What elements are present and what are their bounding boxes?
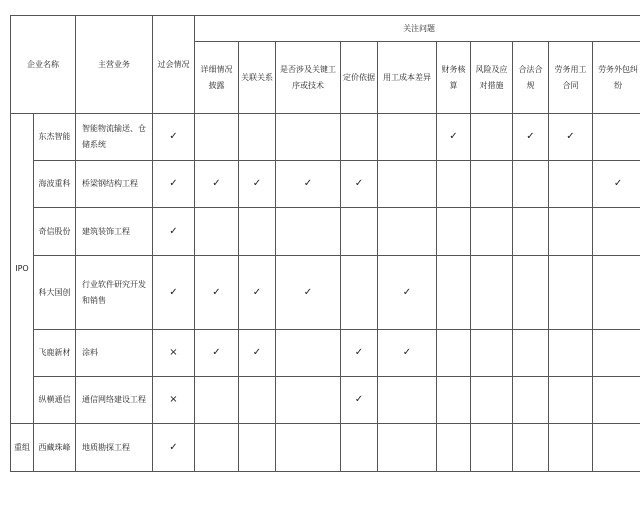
concern-mark <box>378 377 437 424</box>
concern-mark: ✓ <box>239 256 276 330</box>
concern-mark <box>239 114 276 161</box>
table-row <box>11 208 640 256</box>
table-row <box>11 424 640 472</box>
header-concerns: 关注问题 <box>195 16 640 42</box>
company-name: 奇信股份 <box>34 208 76 256</box>
meeting-mark: ✓ <box>153 208 195 256</box>
header-company: 企业名称 <box>11 16 76 114</box>
meeting-mark: × <box>153 377 195 424</box>
concern-mark <box>549 330 593 377</box>
concern-mark <box>437 377 471 424</box>
meeting-mark: × <box>153 330 195 377</box>
business-cell: 建筑装饰工程 <box>76 208 153 256</box>
concern-mark <box>437 424 471 472</box>
concern-mark <box>276 424 341 472</box>
table-row <box>11 330 640 377</box>
concern-mark <box>378 208 437 256</box>
concern-mark <box>437 161 471 208</box>
concern-mark <box>341 424 378 472</box>
concern-mark <box>513 330 549 377</box>
company-name: 西藏珠峰 <box>34 424 76 472</box>
company-name: 纵横通信 <box>34 377 76 424</box>
group-label-restructure: 重组 <box>11 424 34 472</box>
col-header: 详细情况披露 <box>195 42 239 114</box>
header-business: 主营业务 <box>76 16 153 114</box>
concern-mark <box>513 256 549 330</box>
concern-mark <box>276 208 341 256</box>
concern-mark <box>513 424 549 472</box>
concern-mark <box>239 377 276 424</box>
col-header: 财务核算 <box>437 42 471 114</box>
concern-mark: ✓ <box>239 161 276 208</box>
concern-mark: ✓ <box>378 330 437 377</box>
concern-mark <box>471 114 513 161</box>
concern-mark <box>471 424 513 472</box>
meeting-mark: ✓ <box>153 256 195 330</box>
meeting-mark: ✓ <box>153 424 195 472</box>
concern-mark <box>549 424 593 472</box>
concern-mark: ✓ <box>437 114 471 161</box>
header-meeting: 过会情况 <box>153 16 195 114</box>
col-header: 关联关系 <box>239 42 276 114</box>
concern-mark <box>276 377 341 424</box>
business-cell: 桥梁钢结构工程 <box>76 161 153 208</box>
concern-mark: ✓ <box>239 330 276 377</box>
concern-mark: ✓ <box>341 161 378 208</box>
business-cell: 通信网络建设工程 <box>76 377 153 424</box>
concern-mark: ✓ <box>276 161 341 208</box>
concern-mark: ✓ <box>195 161 239 208</box>
concern-mark <box>378 424 437 472</box>
concern-mark: ✓ <box>341 377 378 424</box>
concern-mark: ✓ <box>195 330 239 377</box>
concern-mark <box>341 256 378 330</box>
concern-mark <box>437 256 471 330</box>
concern-mark <box>471 330 513 377</box>
concern-mark <box>437 208 471 256</box>
concern-mark <box>593 377 640 424</box>
concern-mark <box>549 256 593 330</box>
concern-mark: ✓ <box>195 256 239 330</box>
concern-mark: ✓ <box>276 256 341 330</box>
concern-mark: ✓ <box>513 114 549 161</box>
concern-mark <box>471 377 513 424</box>
concern-mark <box>471 256 513 330</box>
concern-mark <box>513 377 549 424</box>
concern-mark: ✓ <box>593 161 640 208</box>
concern-mark <box>593 208 640 256</box>
company-name: 科大国创 <box>34 256 76 330</box>
company-name: 东杰智能 <box>34 114 76 161</box>
concern-mark <box>239 424 276 472</box>
col-header: 风险及应对措施 <box>471 42 513 114</box>
concern-mark <box>437 330 471 377</box>
concern-mark <box>195 208 239 256</box>
concern-mark <box>195 377 239 424</box>
concern-mark <box>513 161 549 208</box>
concern-mark <box>195 114 239 161</box>
concern-mark <box>471 208 513 256</box>
concern-mark <box>549 377 593 424</box>
concern-mark <box>276 114 341 161</box>
concern-mark <box>593 330 640 377</box>
concern-mark <box>276 330 341 377</box>
meeting-mark: ✓ <box>153 114 195 161</box>
col-header: 合法合规 <box>513 42 549 114</box>
company-name: 飞鹿新材 <box>34 330 76 377</box>
concern-mark <box>341 114 378 161</box>
group-label-ipo: IPO <box>11 114 34 424</box>
concern-mark <box>549 161 593 208</box>
concern-mark <box>593 256 640 330</box>
concern-mark: ✓ <box>378 256 437 330</box>
business-cell: 涂料 <box>76 330 153 377</box>
business-cell: 智能物流输送、仓储系统 <box>76 114 153 161</box>
table-row <box>11 256 640 330</box>
concern-mark <box>378 114 437 161</box>
table-row <box>11 161 640 208</box>
table-row <box>11 377 640 424</box>
concern-mark <box>195 424 239 472</box>
concern-mark: ✓ <box>549 114 593 161</box>
col-header: 定价依据 <box>341 42 378 114</box>
col-header: 劳务用工合同 <box>549 42 593 114</box>
concern-mark <box>341 208 378 256</box>
concerns-table <box>10 15 640 472</box>
business-cell: 地质勘探工程 <box>76 424 153 472</box>
col-header: 劳务外包纠纷 <box>593 42 640 114</box>
business-cell: 行业软件研究开发和销售 <box>76 256 153 330</box>
company-name: 海波重科 <box>34 161 76 208</box>
meeting-mark: ✓ <box>153 161 195 208</box>
concern-mark <box>593 424 640 472</box>
concern-mark <box>239 208 276 256</box>
col-header: 是否涉及关键工序或技术 <box>276 42 341 114</box>
concern-mark <box>593 114 640 161</box>
table-row <box>11 114 640 161</box>
concern-mark: ✓ <box>341 330 378 377</box>
col-header: 用工成本差异 <box>378 42 437 114</box>
concern-mark <box>378 161 437 208</box>
header-row <box>11 16 640 42</box>
concern-mark <box>513 208 549 256</box>
concern-mark <box>549 208 593 256</box>
concern-mark <box>471 161 513 208</box>
